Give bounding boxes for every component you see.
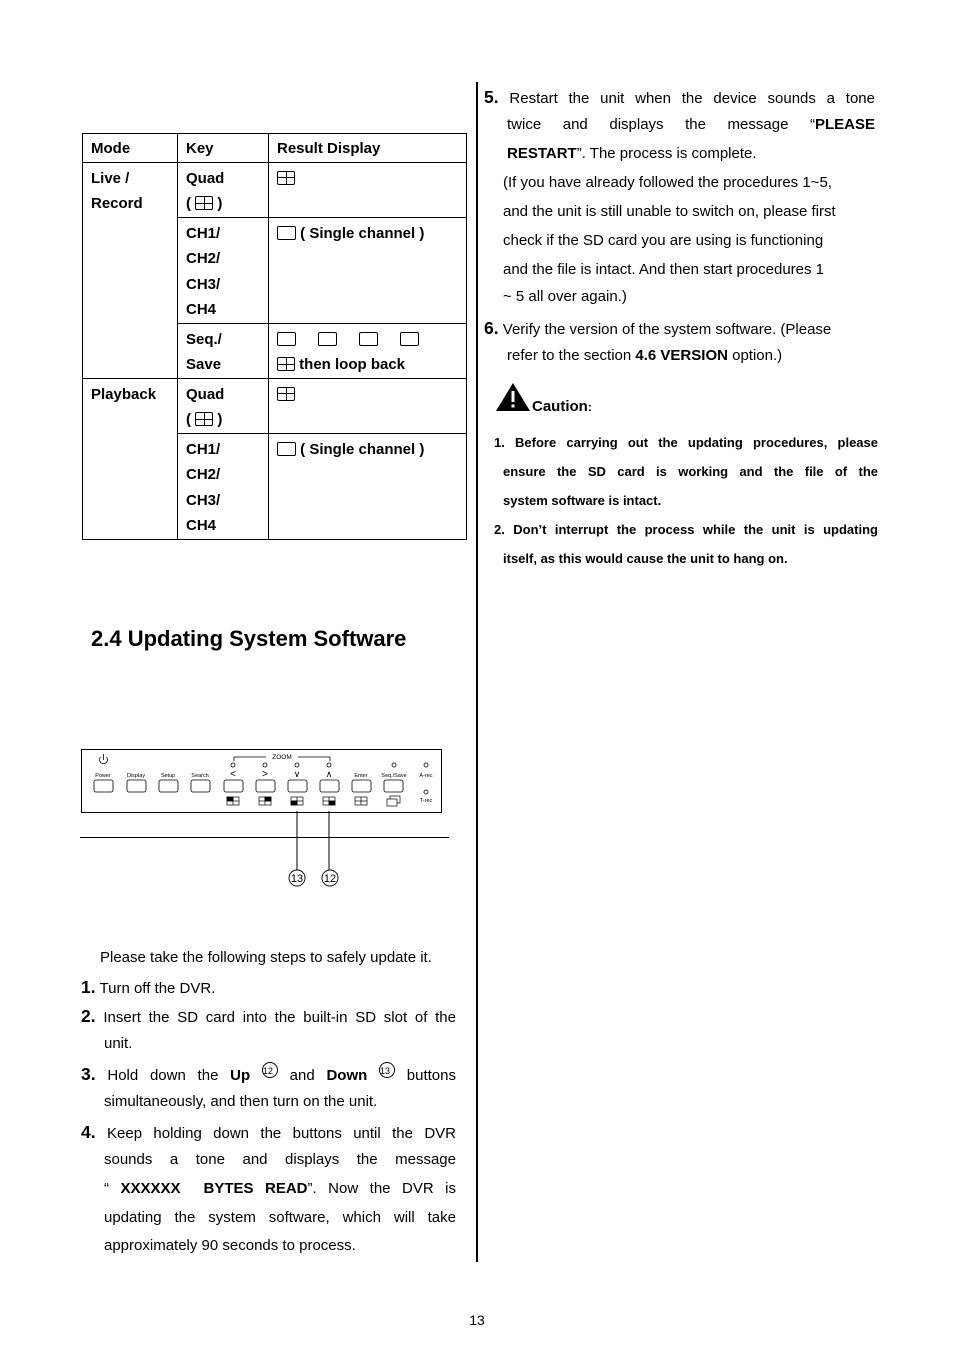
result-text: ( Single channel ) bbox=[300, 224, 425, 242]
front-panel-diagram bbox=[78, 745, 452, 895]
header-result: Result Display bbox=[269, 134, 467, 163]
caution-heading bbox=[532, 392, 592, 422]
key-text: CH2/ bbox=[186, 250, 221, 267]
quad-view-icon bbox=[355, 797, 367, 805]
result-cell bbox=[269, 378, 467, 433]
step-2-cont: unit. bbox=[104, 1035, 133, 1052]
note-line: ~ 5 all over again.) bbox=[503, 288, 627, 305]
key-text: CH4 bbox=[186, 301, 217, 318]
callout-ref-13: 13 bbox=[379, 1062, 395, 1078]
mode-text: Live / bbox=[91, 169, 130, 187]
table-row bbox=[83, 378, 467, 433]
note-line: and the unit is still unable to switch on, please first bbox=[503, 203, 836, 220]
step-text: Hold down the bbox=[107, 1067, 219, 1084]
callout-ref-12: 12 bbox=[262, 1062, 278, 1078]
step-number: 6. bbox=[484, 318, 499, 338]
quad-icon bbox=[277, 171, 295, 185]
channel1-icon bbox=[227, 797, 239, 805]
result-text: ( Single channel ) bbox=[300, 440, 425, 458]
key-cell bbox=[178, 217, 269, 323]
quad-icon bbox=[277, 387, 295, 401]
key-text: CH4 bbox=[186, 517, 217, 534]
step-text: Restart the unit when the device sounds a tone bbox=[509, 90, 875, 107]
key-text: Quad bbox=[186, 385, 225, 403]
key-text: Quad bbox=[186, 169, 225, 187]
result-cell bbox=[269, 217, 467, 323]
step-text: and bbox=[289, 1067, 315, 1084]
step-text: buttons bbox=[406, 1067, 456, 1084]
step-text: Verify the version of the system software. (Please bbox=[502, 321, 832, 338]
sequence-icons bbox=[277, 327, 458, 353]
enter-label: Enter bbox=[354, 773, 368, 779]
step-4-line4: updating the system software, which will take bbox=[104, 1209, 456, 1226]
display-label: Display bbox=[126, 773, 146, 779]
page-number: 13 bbox=[469, 1312, 485, 1328]
led-indicator bbox=[392, 763, 396, 767]
power-icon bbox=[100, 754, 108, 764]
down-arrow-label: ∨ bbox=[293, 769, 301, 779]
quad-icon bbox=[277, 357, 295, 371]
note-line: 2. Don’t interrupt the process while the unit is updating bbox=[494, 522, 878, 537]
result-text: then loop back bbox=[299, 356, 406, 373]
display-button bbox=[127, 780, 146, 792]
result-cell bbox=[269, 323, 467, 378]
step-3-cont: simultaneously, and then turn on the unit. bbox=[104, 1093, 378, 1110]
key-text bbox=[186, 191, 260, 217]
step-number: 4. bbox=[81, 1122, 96, 1142]
mode-playback: Playback bbox=[83, 378, 178, 539]
callout-12: 12 bbox=[323, 873, 337, 885]
quad-icon bbox=[195, 412, 213, 426]
key-text: Seq./ bbox=[186, 330, 222, 348]
power-button bbox=[94, 780, 113, 792]
quad-icon bbox=[195, 196, 213, 210]
key-cell bbox=[178, 162, 269, 217]
result-cell bbox=[269, 162, 467, 217]
warning-icon bbox=[494, 381, 532, 413]
step-text: twice and displays the message “ bbox=[507, 116, 815, 133]
paren: ) bbox=[217, 195, 223, 212]
table-row bbox=[83, 162, 467, 217]
led-indicator bbox=[424, 763, 428, 767]
key-text bbox=[186, 407, 260, 433]
single-channel-icon bbox=[400, 332, 419, 346]
version-section-ref: 4.6 VERSION bbox=[635, 347, 728, 364]
trec-label: T-rec bbox=[419, 798, 433, 804]
note-line: ensure the SD card is working and the file of the bbox=[503, 464, 878, 479]
single-channel-icon bbox=[277, 442, 296, 456]
sequence-view-icon bbox=[387, 796, 400, 806]
zoom-label: ZOOM bbox=[272, 754, 292, 761]
paren: ( bbox=[186, 411, 191, 428]
caution-note-1 bbox=[494, 428, 878, 515]
step-4-line5: approximately 90 seconds to process. bbox=[104, 1237, 356, 1254]
led-indicator bbox=[295, 763, 299, 767]
key-cell bbox=[178, 378, 269, 433]
setup-button bbox=[159, 780, 178, 792]
single-channel-icon bbox=[318, 332, 337, 346]
down-button bbox=[288, 780, 307, 792]
channel3-icon bbox=[291, 797, 303, 805]
step-4 bbox=[81, 1118, 456, 1148]
result-cell bbox=[269, 433, 467, 539]
search-button bbox=[191, 780, 210, 792]
right-button bbox=[256, 780, 275, 792]
led-indicator bbox=[327, 763, 331, 767]
caution-note-2 bbox=[494, 515, 878, 573]
led-indicator bbox=[424, 790, 428, 794]
single-channel-icon bbox=[359, 332, 378, 346]
header-mode: Mode bbox=[83, 134, 178, 163]
note-line: and the file is intact. And then start procedures 1 bbox=[503, 261, 825, 278]
step-text: Insert the SD card into the built-in SD slot of the bbox=[103, 1009, 456, 1026]
key-text: CH2/ bbox=[186, 466, 221, 483]
caution-title: Caution bbox=[532, 398, 588, 415]
left-arrow-label: < bbox=[230, 769, 236, 780]
step-number: 1. bbox=[81, 977, 96, 997]
step-number: 3. bbox=[81, 1064, 96, 1084]
note-line: system software is intact. bbox=[503, 493, 662, 508]
please-message: PLEASE bbox=[814, 116, 875, 133]
mode-key-table bbox=[82, 133, 467, 540]
step-text: refer to the section bbox=[507, 347, 632, 364]
step-number: 2. bbox=[81, 1006, 96, 1026]
step-5-note bbox=[503, 168, 863, 310]
up-button bbox=[320, 780, 339, 792]
callout-13: 13 bbox=[290, 873, 304, 885]
section-title: 2.4 Updating System Software bbox=[91, 626, 407, 651]
up-arrow-label: ∧ bbox=[325, 769, 333, 779]
seq-save-label: Seq./Save bbox=[381, 773, 407, 779]
mode-live-record bbox=[83, 162, 178, 378]
note-line: itself, as this would cause the unit to hang on. bbox=[503, 551, 788, 566]
led-indicator bbox=[263, 763, 267, 767]
power-label: Power bbox=[95, 773, 111, 779]
note-line: 1. Before carrying out the updating procedures, please bbox=[494, 435, 878, 450]
step-text: Turn off the DVR. bbox=[99, 980, 216, 997]
step-1 bbox=[81, 973, 215, 1003]
restart-message: RESTART bbox=[507, 145, 577, 162]
paren: ( bbox=[186, 195, 191, 212]
step-3 bbox=[81, 1060, 456, 1090]
step-number: 5. bbox=[484, 87, 499, 107]
right-arrow-label: > bbox=[262, 769, 268, 780]
table-header-row bbox=[83, 134, 467, 163]
step-text: option.) bbox=[732, 347, 783, 364]
left-button bbox=[224, 780, 243, 792]
key-text: CH1/ bbox=[186, 224, 221, 242]
step-5 bbox=[484, 83, 875, 113]
key-text: CH1/ bbox=[186, 440, 221, 458]
step-4-line2: sounds a tone and displays the message bbox=[104, 1151, 456, 1168]
note-line: (If you have already followed the procedures 1~5, bbox=[503, 174, 832, 191]
enter-button bbox=[352, 780, 371, 792]
caution-colon: : bbox=[587, 400, 592, 414]
bytes-read-message: XXXXXX BYTES READ bbox=[120, 1180, 308, 1197]
step-5-line2 bbox=[507, 110, 875, 139]
seq-save-button bbox=[384, 780, 403, 792]
step-text: ”. The process is complete. bbox=[576, 145, 757, 162]
channel2-icon bbox=[259, 797, 271, 805]
intro-text: Please take the following steps to safely update it. bbox=[100, 949, 432, 966]
header-key: Key bbox=[178, 134, 269, 163]
loop-back-row bbox=[277, 352, 458, 378]
paren: ) bbox=[217, 411, 223, 428]
note-line: check if the SD card you are using is functioning bbox=[503, 232, 824, 249]
up-label: Up bbox=[230, 1067, 251, 1084]
step-6-line2 bbox=[507, 341, 782, 370]
key-text: CH3/ bbox=[186, 275, 221, 293]
channel4-icon bbox=[323, 797, 335, 805]
single-channel-icon bbox=[277, 332, 296, 346]
mode-text: Record bbox=[91, 195, 143, 212]
step-5-line3 bbox=[507, 139, 757, 168]
key-text: Save bbox=[186, 356, 222, 373]
step-text: Keep holding down the buttons until the DVR bbox=[107, 1125, 456, 1142]
step-text: ”. Now the DVR is bbox=[307, 1180, 456, 1197]
step-6 bbox=[484, 314, 831, 344]
arec-label: A-rec bbox=[419, 773, 433, 779]
setup-label: Setup bbox=[160, 773, 176, 779]
down-label: Down bbox=[326, 1067, 368, 1084]
step-text: “ bbox=[104, 1180, 109, 1197]
column-divider bbox=[476, 82, 478, 1262]
step-4-line3 bbox=[104, 1174, 456, 1203]
key-text: CH3/ bbox=[186, 491, 221, 509]
key-cell bbox=[178, 433, 269, 539]
step-2 bbox=[81, 1002, 456, 1032]
key-cell bbox=[178, 323, 269, 378]
led-indicator bbox=[231, 763, 235, 767]
search-label: Search bbox=[191, 773, 209, 779]
single-channel-icon bbox=[277, 226, 296, 240]
